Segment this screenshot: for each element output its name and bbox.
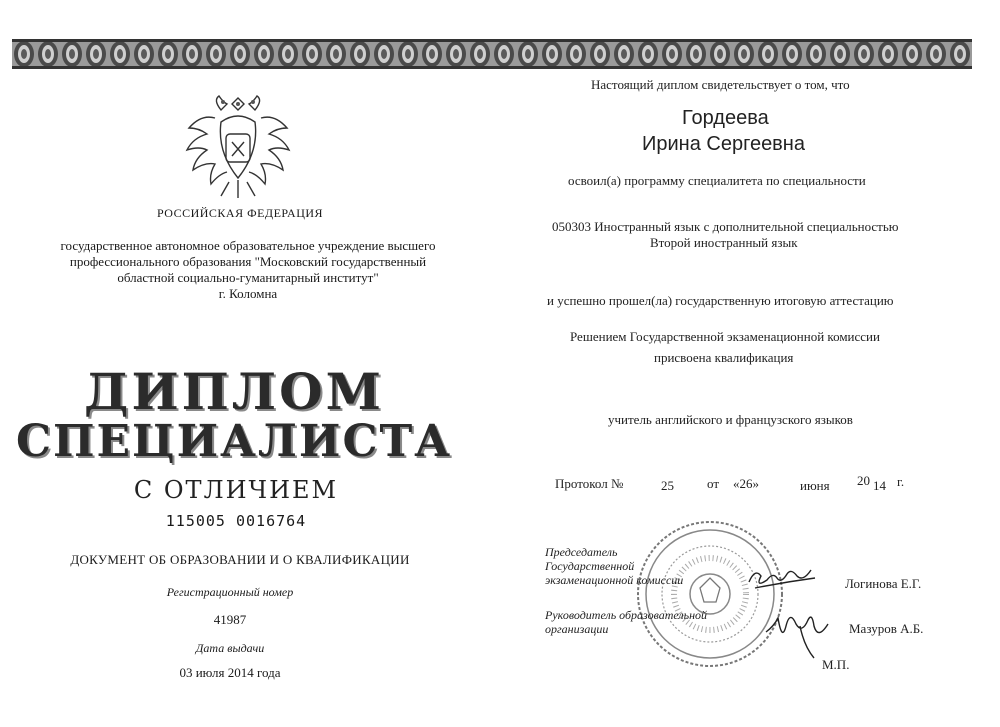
- protocol-day: «26»: [733, 476, 759, 491]
- head-label-line: организации: [545, 622, 609, 636]
- registration-label: Регистрационный номер: [166, 585, 294, 599]
- chair-signature: [745, 562, 825, 594]
- chair-label-line: Государственной: [545, 559, 635, 573]
- protocol-year-suffix: 14: [873, 478, 886, 493]
- protocol-number: 25: [661, 478, 674, 493]
- institution-block: [8, 238, 488, 302]
- honors-subtitle: С ОТЛИЧИЕМ: [133, 476, 339, 504]
- protocol-label: Протокол №: [555, 476, 624, 491]
- institution-line: профессионального образования "Московский государственный: [69, 254, 427, 269]
- attestation-text: и успешно прошел(ла) государственную итоговую аттестацию: [547, 293, 894, 308]
- head-label: [545, 608, 707, 636]
- stamp-place-label: М.П.: [822, 657, 850, 672]
- issue-date: 03 июля 2014 года: [179, 665, 281, 680]
- chair-label: [545, 545, 683, 587]
- institution-line: г. Коломна: [218, 286, 278, 301]
- chair-label-line: экзаменационной комиссии: [545, 573, 684, 587]
- institution-line: государственное автономное образовательное учреждение высшего: [60, 238, 436, 253]
- diploma-title: ДИПЛОМ: [83, 362, 385, 421]
- head-signature: [760, 592, 840, 662]
- protocol-month: июня: [800, 478, 830, 493]
- specialty-line-2: Второй иностранный язык: [650, 235, 798, 250]
- intro-text: Настоящий диплом свидетельствует о том, что: [591, 77, 850, 92]
- program-mastered-text: освоил(а) программу специалитета по специальности: [568, 173, 866, 188]
- head-name: Мазуров А.Б.: [849, 621, 924, 636]
- country-name: РОССИЙСКАЯ ФЕДЕРАЦИЯ: [156, 206, 324, 220]
- holder-surname: Гордеева: [682, 107, 769, 129]
- qualification-value: учитель английского и французского языков: [608, 412, 853, 427]
- protocol-year-prefix: 20: [857, 473, 870, 488]
- registration-number: 41987: [213, 612, 247, 627]
- ornament-border: [12, 37, 972, 71]
- serial-number: 115005 0016764: [165, 512, 307, 530]
- chair-name: Логинова Е.Г.: [845, 576, 922, 591]
- coat-of-arms-emblem: [185, 92, 291, 204]
- holder-given-names: Ирина Сергеевна: [642, 133, 805, 155]
- chair-label-line: Председатель: [545, 545, 618, 559]
- protocol-from-label: от: [707, 476, 720, 491]
- specialty-line: 050303 Иностранный язык с дополнительной специальностью: [552, 219, 899, 234]
- year-abbreviation: г.: [897, 474, 905, 489]
- institution-line: областной социально-гуманитарный институт": [117, 270, 379, 285]
- qualification-awarded-text: присвоена квалификация: [654, 350, 794, 365]
- issue-date-label: Дата выдачи: [195, 641, 265, 655]
- document-type: ДОКУМЕНТ ОБ ОБРАЗОВАНИИ И О КВАЛИФИКАЦИИ: [70, 552, 410, 567]
- commission-decision-text: Решением Государственной экзаменационной комиссии: [570, 329, 880, 344]
- diploma-title-specialist: СПЕЦИАЛИСТА: [15, 416, 453, 467]
- head-label-line: Руководитель образовательной: [545, 608, 708, 622]
